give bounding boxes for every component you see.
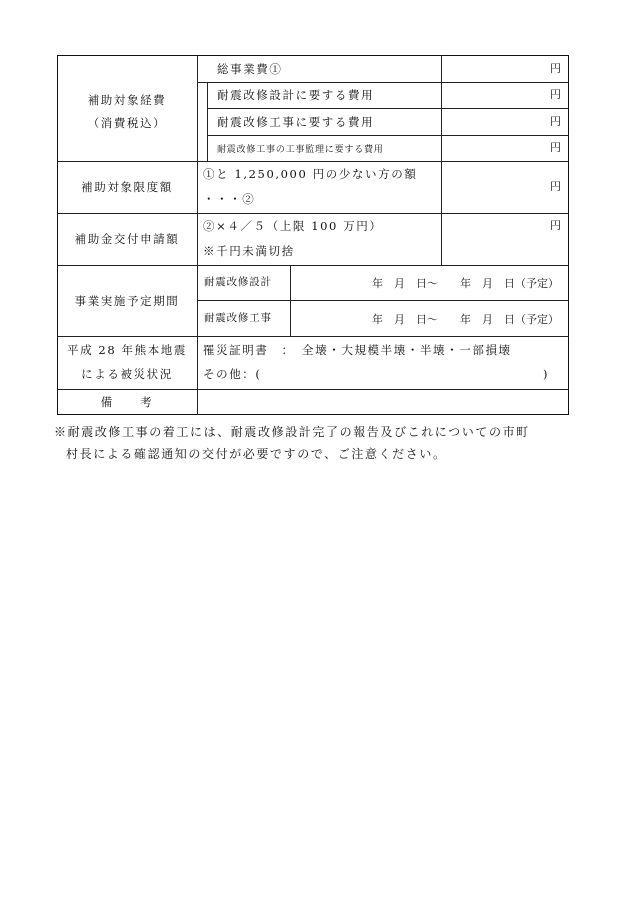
damage-label-line2: による被災状況	[81, 367, 173, 381]
design-cost-unit: 円	[550, 88, 561, 101]
notice-line-1: ※耐震改修工事の着工には、耐震改修設計完了の報告及びこれについての市町	[54, 425, 530, 439]
construction-cost-unit: 円	[550, 115, 561, 128]
subsidy-costs-tax-note: （消費税込）	[87, 116, 167, 130]
construction-cost-label: 耐震改修工事に要する費用	[217, 115, 375, 129]
subrow-divider	[207, 135, 569, 136]
limit-unit: 円	[550, 180, 561, 193]
grant-rounding-note: ※千円未満切捨	[203, 244, 295, 258]
grant-unit: 円	[550, 219, 561, 232]
supervision-cost-label: 耐震改修工事の工事監理に要する費用	[217, 145, 384, 155]
schedule-label: 事業実施予定期間	[74, 294, 180, 308]
table-border-top	[57, 55, 569, 56]
row-divider	[57, 336, 569, 337]
schedule-design-label: 耐震改修設計	[204, 276, 272, 288]
design-cost-label: 耐震改修設計に要する費用	[217, 88, 375, 102]
damage-other-suffix: )	[543, 367, 550, 381]
notice-line-2: 村長による確認通知の交付が必要ですので、ご注意ください。	[66, 447, 447, 461]
cost-inner-left-border	[207, 82, 208, 161]
table-border-bottom	[57, 414, 569, 415]
supervision-cost-unit: 円	[550, 141, 561, 154]
schedule-design-date: 年 月 日～ 年 月 日（予定）	[372, 277, 559, 290]
table-border-right	[568, 55, 569, 415]
damage-certificate-options: 罹災証明書 ： 全壊・大規模半壊・半壊・一部損壊	[203, 343, 512, 357]
amount-column-divider	[441, 55, 442, 265]
schedule-column-divider	[290, 265, 291, 336]
schedule-construction-date: 年 月 日～ 年 月 日（予定）	[372, 313, 559, 326]
damage-label: 平成 28 年熊本地震	[66, 343, 188, 357]
subrow-divider	[197, 300, 569, 301]
grant-formula: ②×４／５（上限 100 万円）	[203, 219, 383, 233]
construction-notice	[54, 421, 574, 465]
total-cost-unit: 円	[550, 62, 561, 75]
row-divider	[57, 389, 569, 390]
remarks-label: 備 考	[100, 395, 154, 409]
subsidy-costs-label: 補助対象経費	[87, 93, 167, 107]
row-divider	[57, 161, 569, 162]
grant-label: 補助金交付申請額	[74, 232, 180, 246]
limit-label: 補助対象限度額	[81, 180, 173, 194]
limit-formula-ref: ・・・②	[203, 192, 256, 206]
limit-formula: ①と 1,250,000 円の少ない方の額	[203, 167, 418, 181]
label-column-divider	[197, 55, 198, 415]
row-divider	[57, 213, 569, 214]
subrow-divider	[197, 82, 569, 83]
damage-other-prefix: その他：(	[203, 367, 262, 381]
schedule-construction-label: 耐震改修工事	[204, 312, 272, 324]
total-cost-label: 総事業費①	[217, 62, 283, 76]
row-divider	[57, 265, 569, 266]
subrow-divider	[207, 108, 569, 109]
application-form-table	[57, 55, 569, 415]
